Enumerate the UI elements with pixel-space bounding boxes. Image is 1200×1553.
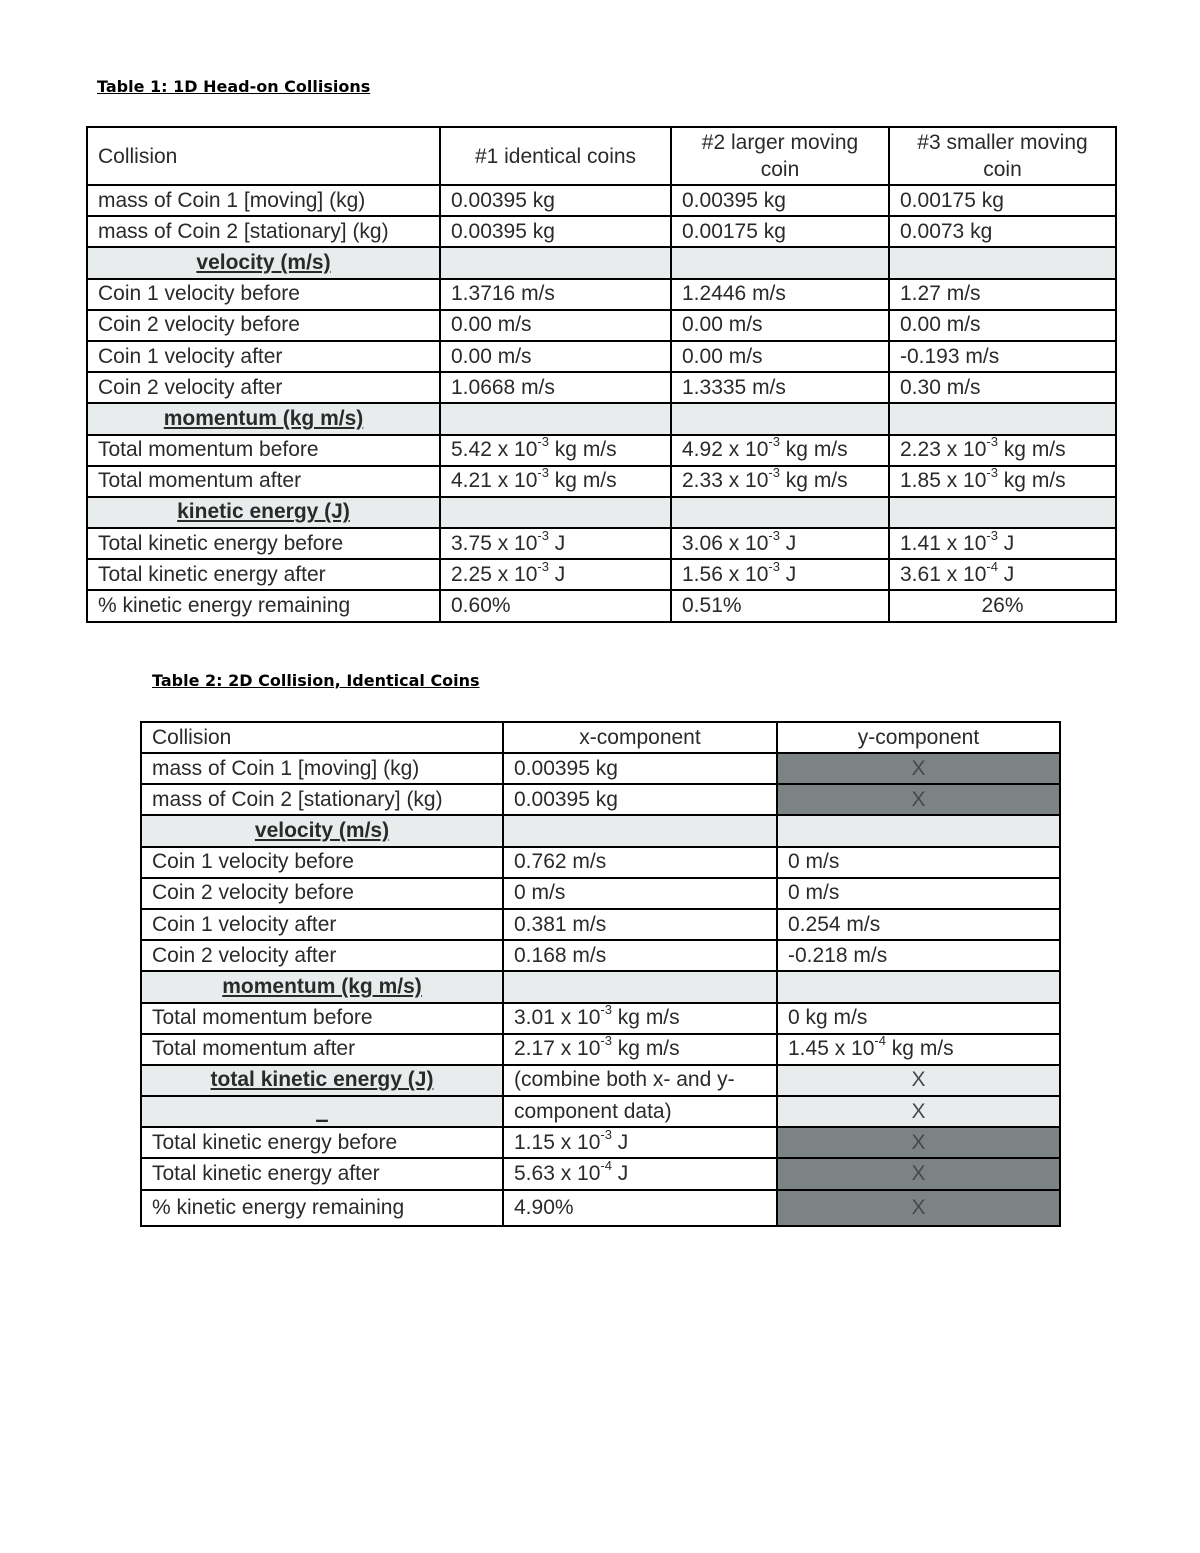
value-exponent: -3 <box>986 434 998 450</box>
table-cell: 26% <box>889 590 1116 621</box>
sci-value-cell <box>440 466 671 497</box>
table2-2d-collision <box>140 721 1061 1227</box>
na-cell: X <box>777 1158 1060 1189</box>
sci-value-cell <box>777 1034 1060 1065</box>
row-label: mass of Coin 2 [stationary] (kg) <box>141 784 503 815</box>
table-row <box>87 590 1116 621</box>
value-unit: J <box>779 562 797 586</box>
value-unit: kg m/s <box>885 1037 954 1061</box>
value-unit: kg m/s <box>779 438 848 462</box>
section-row <box>87 403 1116 434</box>
section-row <box>141 815 1060 846</box>
row-label: Total kinetic energy before <box>141 1127 503 1158</box>
value-unit: kg m/s <box>779 469 848 493</box>
table-cell: 0.00175 kg <box>671 216 889 247</box>
table-row <box>141 847 1060 878</box>
value-base: 3.75 x 10 <box>451 531 538 555</box>
table-row <box>87 528 1116 559</box>
table-cell: 0.30 m/s <box>889 372 1116 403</box>
table-row <box>87 310 1116 341</box>
table-cell: 0 m/s <box>777 847 1060 878</box>
na-cell: X <box>777 1096 1060 1127</box>
table-cell: (combine both x- and y- <box>503 1065 777 1096</box>
row-label: % kinetic energy remaining <box>141 1190 503 1226</box>
row-label: Total kinetic energy after <box>141 1158 503 1189</box>
header-row <box>141 722 1060 753</box>
value-exponent: -3 <box>768 528 780 543</box>
table-cell: 0.762 m/s <box>503 847 777 878</box>
value-exponent: -3 <box>537 528 549 543</box>
value-base: 3.06 x 10 <box>682 531 769 555</box>
section-row <box>141 1065 1060 1096</box>
value-unit: kg m/s <box>997 438 1066 462</box>
value-base: 3.01 x 10 <box>514 1006 601 1030</box>
section-row <box>87 497 1116 528</box>
value-exponent: -4 <box>600 1158 612 1174</box>
value-unit: J <box>611 1162 629 1186</box>
value-unit: kg m/s <box>611 1037 680 1061</box>
value-base: 3.61 x 10 <box>900 562 987 586</box>
row-label: Total momentum after <box>141 1034 503 1065</box>
row-label: Coin 2 velocity after <box>141 940 503 971</box>
row-label: Coin 1 velocity before <box>87 279 440 310</box>
table-cell: 1.3335 m/s <box>671 372 889 403</box>
value-exponent: -3 <box>600 1002 612 1018</box>
sci-value-cell <box>889 559 1116 590</box>
value-unit: J <box>548 531 566 555</box>
row-label: Coin 1 velocity after <box>141 909 503 940</box>
table-cell: 0.00 m/s <box>440 310 671 341</box>
table-cell: 1.2446 m/s <box>671 279 889 310</box>
row-label: velocity (m/s) <box>141 815 503 846</box>
table-row <box>87 435 1116 466</box>
section-row <box>87 247 1116 278</box>
row-label: momentum (kg m/s) <box>87 403 440 434</box>
table-cell <box>671 247 889 278</box>
table-cell: 0.00 m/s <box>889 310 1116 341</box>
row-label: Total kinetic energy after <box>87 559 440 590</box>
table-cell <box>777 971 1060 1002</box>
table-cell <box>889 497 1116 528</box>
sci-value-cell <box>889 528 1116 559</box>
value-exponent: -4 <box>874 1033 886 1049</box>
value-exponent: -3 <box>537 465 549 481</box>
table-row <box>141 1003 1060 1034</box>
value-base: 1.41 x 10 <box>900 531 987 555</box>
row-label: % kinetic energy remaining <box>87 590 440 621</box>
value-base: 1.56 x 10 <box>682 562 769 586</box>
table-cell: 0.381 m/s <box>503 909 777 940</box>
table-cell: 0.00395 kg <box>440 216 671 247</box>
row-label: mass of Coin 1 [moving] (kg) <box>141 753 503 784</box>
table-cell: 4.90% <box>503 1190 777 1226</box>
na-cell: X <box>777 1065 1060 1096</box>
table-cell: 0.00395 kg <box>440 185 671 216</box>
value-base: 1.15 x 10 <box>514 1130 601 1154</box>
value-base: 2.25 x 10 <box>451 562 538 586</box>
table-cell <box>777 815 1060 846</box>
value-exponent: -3 <box>768 559 780 574</box>
table-cell: 0.00 m/s <box>440 341 671 372</box>
row-label: _ <box>141 1096 503 1127</box>
value-unit: kg m/s <box>548 469 617 493</box>
sci-value-cell <box>889 435 1116 466</box>
table-cell: 1.27 m/s <box>889 279 1116 310</box>
value-exponent: -3 <box>537 559 549 574</box>
table-cell: 0.00175 kg <box>889 185 1116 216</box>
table-cell <box>503 815 777 846</box>
sci-value-cell <box>440 528 671 559</box>
table-cell: -0.193 m/s <box>889 341 1116 372</box>
table-row <box>87 279 1116 310</box>
header-cell: #2 larger moving coin <box>671 127 889 185</box>
value-base: 4.92 x 10 <box>682 438 769 462</box>
header-cell: #1 identical coins <box>440 127 671 185</box>
table-cell: 0.00 m/s <box>671 341 889 372</box>
sci-value-cell <box>503 1034 777 1065</box>
sci-value-cell <box>671 528 889 559</box>
table-row <box>141 1034 1060 1065</box>
header-row <box>87 127 1116 185</box>
header-cell: Collision <box>87 127 440 185</box>
table-cell <box>671 497 889 528</box>
table-cell: 0.254 m/s <box>777 909 1060 940</box>
table-cell: component data) <box>503 1096 777 1127</box>
table-cell: 0.00395 kg <box>503 753 777 784</box>
table-cell <box>503 971 777 1002</box>
value-unit: J <box>548 562 566 586</box>
row-label: Total momentum after <box>87 466 440 497</box>
value-unit: J <box>997 531 1015 555</box>
row-label: mass of Coin 1 [moving] (kg) <box>87 185 440 216</box>
value-exponent: -3 <box>986 528 998 543</box>
row-label: Total momentum before <box>87 435 440 466</box>
value-unit: J <box>779 531 797 555</box>
value-exponent: -3 <box>600 1127 612 1142</box>
na-cell: X <box>777 753 1060 784</box>
table-row <box>141 1158 1060 1189</box>
row-label: Coin 1 velocity before <box>141 847 503 878</box>
table-row <box>87 341 1116 372</box>
value-unit: J <box>611 1130 629 1154</box>
value-exponent: -4 <box>986 559 998 574</box>
table-row <box>87 466 1116 497</box>
table-cell: 0.00395 kg <box>671 185 889 216</box>
value-base: 4.21 x 10 <box>451 469 538 493</box>
table-cell: 0.60% <box>440 590 671 621</box>
value-base: 1.45 x 10 <box>788 1037 875 1061</box>
table-cell <box>440 247 671 278</box>
sci-value-cell <box>440 559 671 590</box>
row-label: mass of Coin 2 [stationary] (kg) <box>87 216 440 247</box>
sci-value-cell <box>671 435 889 466</box>
table-row <box>141 909 1060 940</box>
table2-caption: Table 2: 2D Collision, Identical Coins <box>152 671 480 690</box>
na-cell: X <box>777 784 1060 815</box>
table-cell: 0.51% <box>671 590 889 621</box>
value-base: 1.85 x 10 <box>900 469 987 493</box>
header-cell: y-component <box>777 722 1060 753</box>
value-exponent: -3 <box>600 1033 612 1049</box>
value-exponent: -3 <box>768 465 780 481</box>
row-label: velocity (m/s) <box>87 247 440 278</box>
table-row <box>141 1127 1060 1158</box>
row-label: total kinetic energy (J) <box>141 1065 503 1096</box>
sci-value-cell <box>503 1003 777 1034</box>
row-label: Total kinetic energy before <box>87 528 440 559</box>
section-row <box>141 1096 1060 1127</box>
value-base: 2.33 x 10 <box>682 469 769 493</box>
row-label: Total momentum before <box>141 1003 503 1034</box>
value-unit: J <box>997 562 1015 586</box>
row-label: Coin 2 velocity before <box>141 878 503 909</box>
table-row <box>87 559 1116 590</box>
table-cell <box>440 403 671 434</box>
value-unit: kg m/s <box>997 469 1066 493</box>
value-exponent: -3 <box>768 434 780 450</box>
table-cell: 0.00 m/s <box>671 310 889 341</box>
sci-value-cell <box>503 1127 777 1158</box>
section-row <box>141 971 1060 1002</box>
value-exponent: -3 <box>537 434 549 450</box>
table-cell: 1.0668 m/s <box>440 372 671 403</box>
table-cell <box>440 497 671 528</box>
value-exponent: -3 <box>986 465 998 481</box>
row-label: momentum (kg m/s) <box>141 971 503 1002</box>
table-row <box>141 1190 1060 1226</box>
table1-1d-collisions <box>86 126 1117 623</box>
row-label: Coin 2 velocity after <box>87 372 440 403</box>
table-cell: 0 kg m/s <box>777 1003 1060 1034</box>
table-row <box>141 878 1060 909</box>
value-unit: kg m/s <box>611 1006 680 1030</box>
sci-value-cell <box>889 466 1116 497</box>
header-cell: Collision <box>141 722 503 753</box>
table-cell: 1.3716 m/s <box>440 279 671 310</box>
table-row <box>87 185 1116 216</box>
row-label: kinetic energy (J) <box>87 497 440 528</box>
header-cell: #3 smaller moving coin <box>889 127 1116 185</box>
value-base: 2.23 x 10 <box>900 438 987 462</box>
value-base: 5.42 x 10 <box>451 438 538 462</box>
sci-value-cell <box>440 435 671 466</box>
table1-caption: Table 1: 1D Head-on Collisions <box>97 77 371 96</box>
value-base: 2.17 x 10 <box>514 1037 601 1061</box>
header-cell: x-component <box>503 722 777 753</box>
value-unit: kg m/s <box>548 438 617 462</box>
row-label: Coin 2 velocity before <box>87 310 440 341</box>
table-cell: 0 m/s <box>503 878 777 909</box>
sci-value-cell <box>671 559 889 590</box>
table-cell <box>671 403 889 434</box>
na-cell: X <box>777 1127 1060 1158</box>
sci-value-cell <box>503 1158 777 1189</box>
row-label: Coin 1 velocity after <box>87 341 440 372</box>
table-row <box>141 940 1060 971</box>
table-row <box>87 372 1116 403</box>
table-cell: -0.218 m/s <box>777 940 1060 971</box>
table-cell: 0.00395 kg <box>503 784 777 815</box>
table-cell <box>889 247 1116 278</box>
table-row <box>141 784 1060 815</box>
value-base: 5.63 x 10 <box>514 1162 601 1186</box>
table-cell: 0.0073 kg <box>889 216 1116 247</box>
table-row <box>87 216 1116 247</box>
sci-value-cell <box>671 466 889 497</box>
table-row <box>141 753 1060 784</box>
table-cell: 0 m/s <box>777 878 1060 909</box>
table-cell: 0.168 m/s <box>503 940 777 971</box>
na-cell: X <box>777 1190 1060 1226</box>
table-cell <box>889 403 1116 434</box>
